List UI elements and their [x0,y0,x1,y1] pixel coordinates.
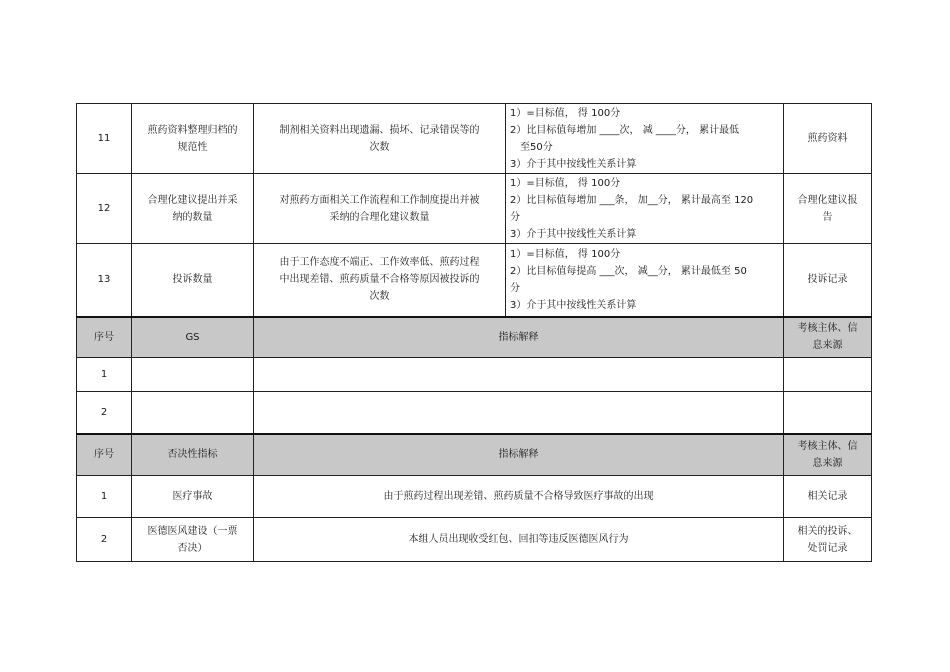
indicator-name: 煎药资料整理归档的 规范性 [132,104,254,174]
veto-row [77,518,872,562]
row-number: 1 [77,358,132,392]
row-number: 11 [77,104,132,174]
table-row [77,174,872,244]
gs-row [77,392,872,434]
header-source: 考核主体、信 息来源 [784,434,872,476]
row-number: 12 [77,174,132,244]
indicator-table-sheet [76,103,871,562]
info-source: 煎药资料 [784,104,872,174]
gs-header-row [77,317,872,358]
header-gs: GS [132,317,254,358]
indicator-table [76,103,872,562]
header-number: 序号 [77,317,132,358]
row-number: 2 [77,518,132,562]
veto-indicator-name: 医德医风建设（一票 否决） [132,518,254,562]
row-number: 1 [77,476,132,518]
veto-row [77,476,872,518]
row-number: 13 [77,244,132,317]
table-row [77,244,872,317]
gs-source [784,392,872,434]
gs-cell [132,392,254,434]
gs-source [784,358,872,392]
info-source: 投诉记录 [784,244,872,317]
veto-header-row [77,434,872,476]
header-explanation: 指标解释 [254,434,784,476]
header-explanation: 指标解释 [254,317,784,358]
indicator-explanation: 制剂相关资料出现遗漏、损坏、记录错误等的 次数 [254,104,506,174]
indicator-explanation: 由于工作态度不端正、工作效率低、煎药过程 中出现差错、煎药质量不合格等原因被投诉的 次数 [254,244,506,317]
veto-explanation: 本组人员出现收受红包、回扣等违反医德医风行为 [254,518,784,562]
header-number: 序号 [77,434,132,476]
row-number: 2 [77,392,132,434]
gs-explanation [254,392,784,434]
info-source: 合理化建议报 告 [784,174,872,244]
scoring-rules: 1）=目标值， 得 100分 2）比目标值每增加 ____次， 减 ____分， 累计最低 至50分 3）介于其中按线性关系计算 [506,104,784,174]
indicator-explanation: 对煎药方面相关工作流程和工作制度提出并被 采纳的合理化建议数量 [254,174,506,244]
info-source: 相关记录 [784,476,872,518]
gs-explanation [254,358,784,392]
veto-indicator-name: 医疗事故 [132,476,254,518]
gs-cell [132,358,254,392]
scoring-rules: 1）=目标值， 得 100分 2）比目标值每提高 ___次， 减__分， 累计最低至 50 分 3）介于其中按线性关系计算 [506,244,784,317]
gs-row [77,358,872,392]
indicator-name: 合理化建议提出并采 纳的数量 [132,174,254,244]
table-row [77,104,872,174]
indicator-name: 投诉数量 [132,244,254,317]
header-source: 考核主体、信 息来源 [784,317,872,358]
scoring-rules: 1）=目标值， 得 100分 2）比目标值每增加 ___条， 加__分， 累计最高至 120 分 3）介于其中按线性关系计算 [506,174,784,244]
veto-explanation: 由于煎药过程出现差错、煎药质量不合格导致医疗事故的出现 [254,476,784,518]
info-source: 相关的投诉、 处罚记录 [784,518,872,562]
header-veto-indicator: 否决性指标 [132,434,254,476]
